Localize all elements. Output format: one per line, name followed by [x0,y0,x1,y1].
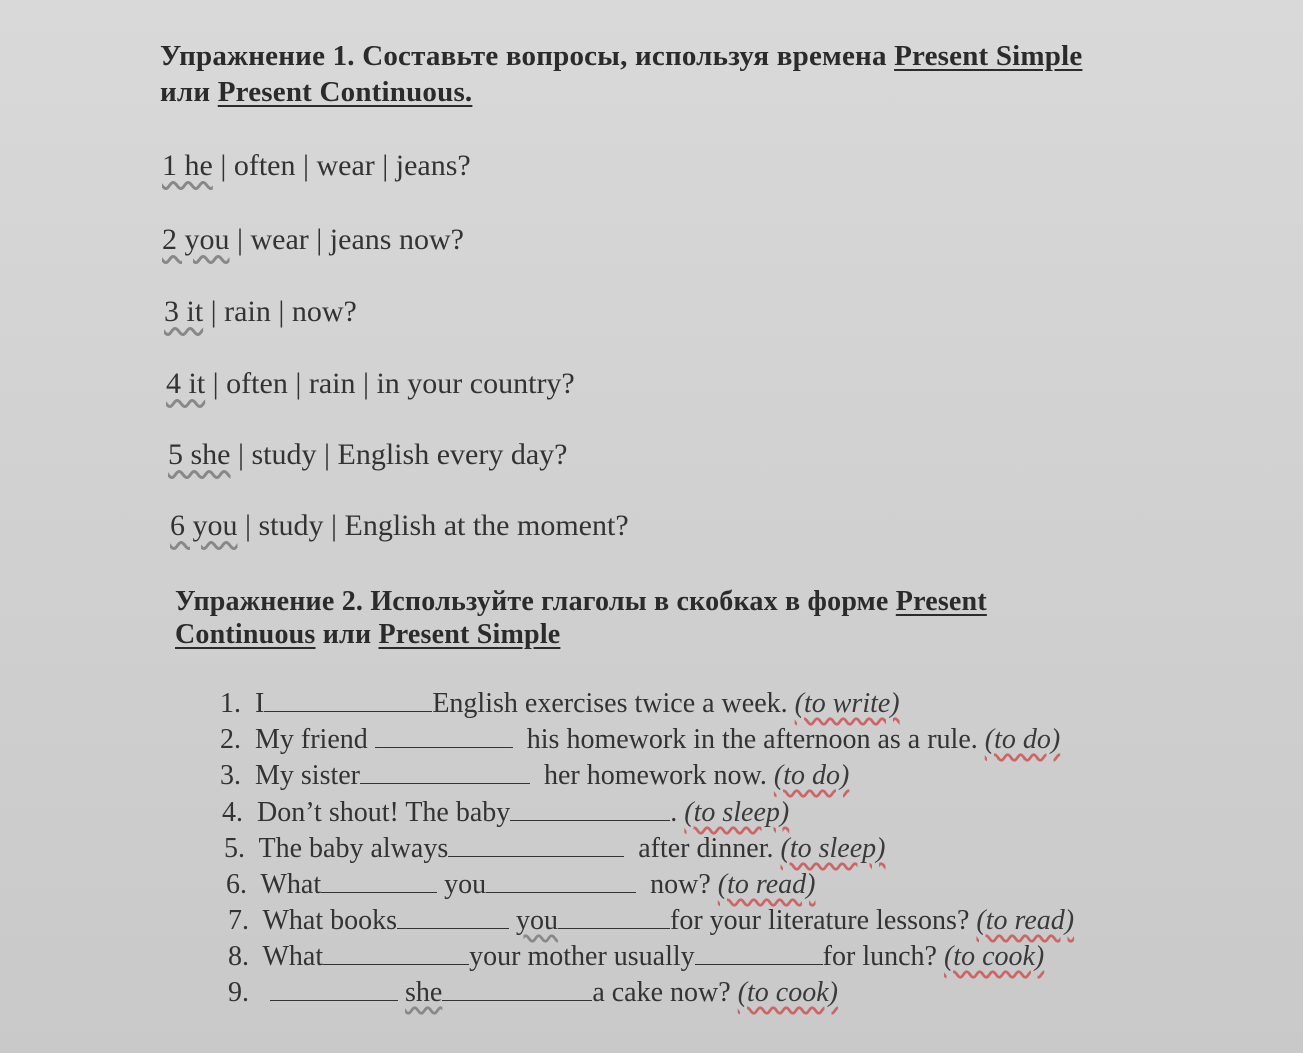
exercise2-item [220,759,849,793]
item-text: your mother usually [469,941,695,972]
verb-hint: (to do) [773,760,850,791]
item-number: 9. [228,977,249,1008]
item-number: 4. [222,797,243,828]
item-text: . [670,797,678,828]
exercise1-item-number: 4 it [166,367,206,400]
exercise1-item-number: 6 you [170,509,238,542]
exercise1-item-text: | often | rain | in your country? [205,367,575,400]
exercise1-item-number: 5 she [168,438,231,471]
verb-hint: (to do) [984,724,1061,755]
item-text: his homework in the afternoon as a rule. [526,724,978,755]
item-number: 8. [228,941,249,972]
answer-blank[interactable] [264,689,432,712]
exercise1-item-number: 1 he [162,149,213,182]
answer-blank[interactable] [442,978,592,1001]
item-number: 3. [220,760,241,791]
item-text: she [405,977,443,1008]
answer-blank[interactable] [486,870,636,893]
exercise2-title-present-simple: Present Simple [378,619,561,650]
exercise2-item [222,796,789,830]
exercise1-title-present-simple: Present Simple [894,40,1083,72]
exercise1-title-present-continuous: Present Continuous. [217,76,473,108]
item-number: 5. [224,833,245,864]
item-text: her homework now. [544,760,767,791]
item-number: 2. [220,724,241,755]
exercise2-item [220,687,900,721]
item-text: a cake now? [592,977,731,1008]
verb-hint: (to sleep) [684,797,790,828]
verb-hint: (to cook) [737,977,838,1008]
answer-blank[interactable] [323,942,469,965]
item-text: My sister [255,760,360,791]
exercise2-title-text: Упражнение 2. Используйте глаголы в скобках в форме [175,586,896,617]
answer-blank[interactable] [270,978,398,1001]
exercise1-item [162,222,464,258]
verb-hint: (to write) [794,688,900,719]
item-text: What [260,869,322,900]
item-text: now? [650,869,711,900]
item-text: you [444,869,487,900]
exercise1-item-text: | study | English every day? [230,438,568,471]
exercise1-item-number: 3 it [164,295,204,328]
exercise1-item [166,366,575,402]
answer-blank[interactable] [397,906,509,929]
exercise2-title-line2 [175,617,560,653]
answer-blank[interactable] [375,725,513,748]
exercise1-item [162,148,471,184]
item-text: English exercises twice a week. [432,688,788,719]
exercise2-item [228,940,1044,974]
item-text: What [262,941,324,972]
item-number: 7. [228,905,249,936]
exercise2-item [226,868,816,902]
exercise1-title-or: или [160,76,218,108]
exercise1-item [168,437,567,473]
answer-blank[interactable] [360,761,530,784]
exercise1-item-text: | rain | now? [203,295,357,328]
item-text: What books [262,905,398,936]
answer-blank[interactable] [510,798,670,821]
exercise2-title-continuous: Continuous [175,619,316,650]
item-number: 1. [220,688,241,719]
exercise1-title-line2 [160,74,472,110]
item-text: My friend [255,724,368,755]
exercise1-title [160,38,1082,74]
exercise1-item-text: | often | wear | jeans? [212,149,471,182]
item-text: for lunch? [822,941,937,972]
verb-hint: (to cook) [943,941,1045,972]
exercise1-item [164,294,357,330]
item-text: you [516,905,559,936]
item-text: for your literature lessons? [670,905,970,936]
item-text: Don’t shout! The baby [257,797,511,828]
item-number: 6. [226,869,247,900]
answer-blank[interactable] [558,906,670,929]
verb-hint: (to read) [717,869,816,900]
item-text: The baby always [258,833,449,864]
answer-blank[interactable] [321,870,437,893]
answer-blank[interactable] [448,834,624,857]
exercise2-title [175,584,987,620]
exercise1-title-text: Упражнение 1. Составьте вопросы, используя времена [160,40,895,72]
item-text: after dinner. [638,833,774,864]
exercise1-item-number: 2 you [162,223,230,256]
exercise1-item [170,508,629,544]
exercise2-item [228,976,838,1010]
verb-hint: (to read) [976,905,1075,936]
item-text: I [255,688,265,719]
exercise1-item-text: | study | English at the moment? [237,509,629,542]
verb-hint: (to sleep) [780,833,886,864]
exercise2-item [228,904,1074,938]
exercise2-item [220,723,1060,757]
exercise2-item [224,832,885,866]
answer-blank[interactable] [695,942,823,965]
exercise2-title-present: Present [895,586,987,617]
exercise2-title-or: или [315,619,379,650]
exercise1-item-text: | wear | jeans now? [229,223,464,256]
